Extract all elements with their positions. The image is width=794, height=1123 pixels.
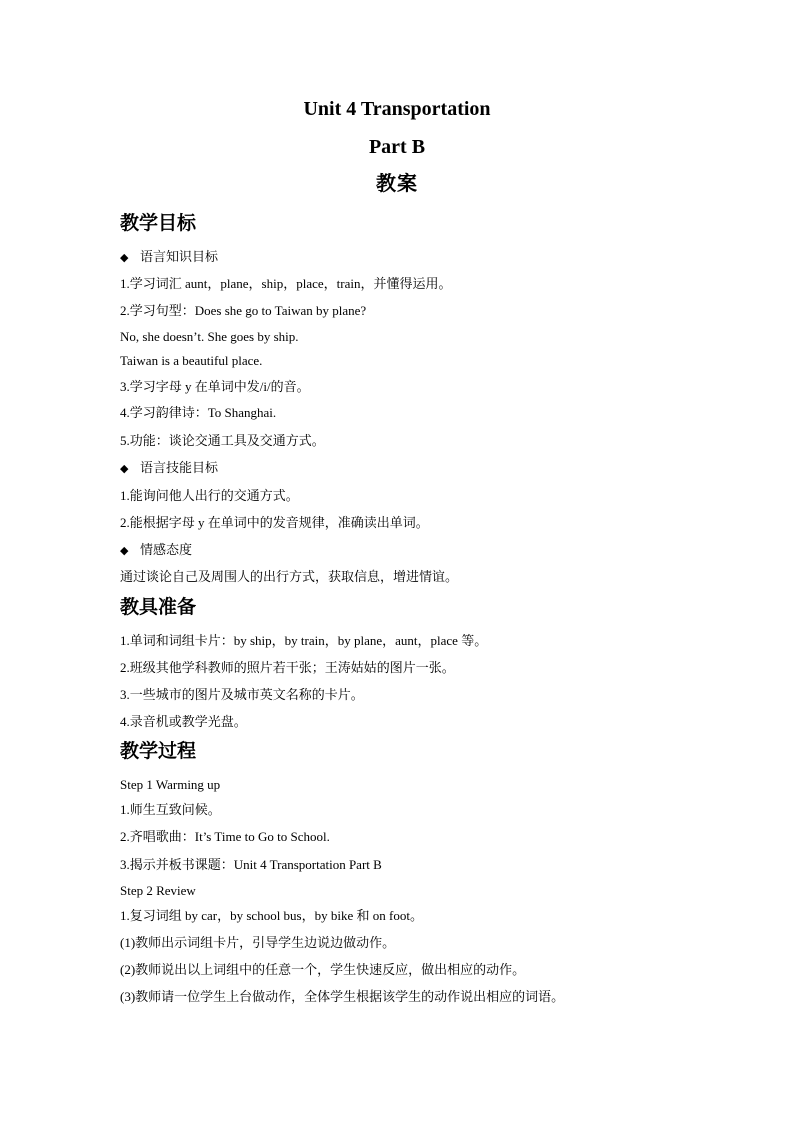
- diamond-bullet-icon: ◆: [120, 463, 129, 475]
- list-item: 2.能根据字母 y 在单词中的发音规律，准确读出单词。: [120, 515, 429, 530]
- list-item: Step 2 Review: [120, 883, 196, 898]
- list-item: (1)教师出示词组卡片，引导学生边说边做动作。: [120, 935, 396, 950]
- list-item: Taiwan is a beautiful place.: [120, 353, 263, 368]
- list-item: 3.一些城市的图片及城市英文名称的卡片。: [120, 687, 364, 702]
- list-item: 1.能询问他人出行的交通方式。: [120, 488, 299, 503]
- list-item: 1.复习词组 by car，by school bus，by bike 和 on foot。: [120, 908, 423, 923]
- list-item: Step 1 Warming up: [120, 777, 221, 792]
- bullet-attitude: [120, 541, 192, 560]
- bullet-knowledge: [120, 248, 218, 267]
- list-item: 通过谈论自己及周围人的出行方式，获取信息，增进情谊。: [120, 569, 459, 584]
- bullet-skill: [120, 459, 218, 478]
- doc-type-title: 教案: [376, 173, 418, 195]
- list-item: 3.揭示并板书课题：Unit 4 Transportation Part B: [120, 857, 382, 872]
- doc-subtitle: Part B: [368, 136, 426, 158]
- list-item: No, she doesn’t. She goes by ship.: [120, 329, 299, 344]
- list-item: (2)教师说出以上词组中的任意一个，学生快速反应，做出相应的动作。: [120, 962, 526, 977]
- bullet-label: 语言技能目标: [140, 460, 219, 475]
- bullet-label: 情感态度: [140, 542, 193, 557]
- list-item: 2.班级其他学科教师的照片若干张；王涛姑姑的图片一张。: [120, 660, 455, 675]
- diamond-bullet-icon: ◆: [120, 545, 129, 557]
- list-item: 1.师生互致问候。: [120, 802, 221, 817]
- section-heading-materials: 教具准备: [120, 597, 197, 618]
- list-item: 2.学习句型：Does she go to Taiwan by plane?: [120, 303, 367, 318]
- list-item: 2.齐唱歌曲：It’s Time to Go to School.: [120, 829, 330, 844]
- list-item: (3)教师请一位学生上台做动作，全体学生根据该学生的动作说出相应的词语。: [120, 989, 565, 1004]
- list-item: 5.功能：谈论交通工具及交通方式。: [120, 433, 325, 448]
- section-heading-process: 教学过程: [120, 741, 197, 762]
- diamond-bullet-icon: ◆: [120, 252, 129, 264]
- list-item: 3.学习字母 y 在单词中发/i/的音。: [120, 379, 310, 394]
- section-heading-objectives: 教学目标: [120, 213, 197, 234]
- list-item: 1.学习词汇 aunt，plane，ship，place，train，并懂得运用。: [120, 276, 452, 291]
- list-item: 4.学习韵律诗：To Shanghai.: [120, 405, 277, 420]
- doc-title: Unit 4 Transportation: [303, 98, 491, 120]
- list-item: 1.单词和词组卡片：by ship，by train，by plane，aunt，place 等。: [120, 633, 488, 648]
- bullet-label: 语言知识目标: [140, 249, 219, 264]
- list-item: 4.录音机或教学光盘。: [120, 714, 247, 729]
